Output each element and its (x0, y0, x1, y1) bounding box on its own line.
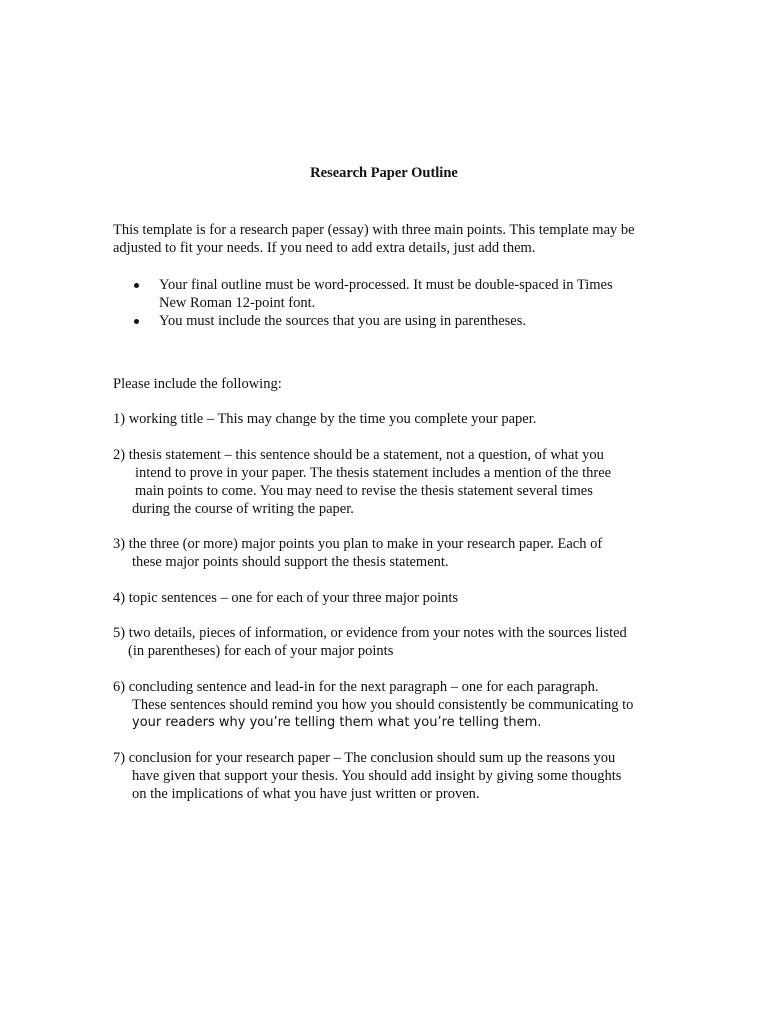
item-line: intend to prove in your paper. The thesis statement includes a mention of the three (135, 465, 612, 481)
item-line: on the implications of what you have just written or proven. (132, 786, 480, 802)
intro-line: This template is for a research paper (essay) with three main points. This template may be (113, 222, 635, 238)
item-line: 5) two details, pieces of information, or evidence from your notes with the sources listed (113, 625, 627, 641)
outline-item-3 (113, 535, 602, 571)
item-line: 1) working title – This may change by the time you complete your paper. (113, 411, 537, 427)
bullet-line: Your final outline must be word-processed. It must be double-spaced in Times (159, 277, 613, 293)
item-line: 7) conclusion for your research paper – The conclusion should sum up the reasons you (113, 750, 616, 766)
bullet-line: You must include the sources that you are using in parentheses. (159, 313, 527, 329)
intro-paragraph (113, 221, 635, 257)
outline-item-4 (113, 589, 458, 607)
outline-item-5 (113, 624, 627, 660)
item-line: 6) concluding sentence and lead-in for the next paragraph – one for each paragraph. (113, 679, 599, 695)
document-title: Research Paper Outline (310, 165, 458, 181)
bullet-line: New Roman 12-point font. (159, 295, 316, 311)
item-line: 2) thesis statement – this sentence should be a statement, not a question, of what you (113, 447, 604, 463)
intro-line: adjusted to fit your needs. If you need to add extra details, just add them. (113, 240, 536, 256)
bullet-item (113, 312, 613, 330)
item-line: 3) the three (or more) major points you plan to make in your research paper. Each of (113, 536, 603, 552)
item-line: during the course of writing the paper. (132, 501, 354, 517)
outline-item-1 (113, 410, 536, 428)
item-line: 4) topic sentences – one for each of your three major points (113, 590, 459, 606)
item-line: main points to come. You may need to revise the thesis statement several times (135, 483, 593, 499)
item-line: These sentences should remind you how you should consistently be communicating to (132, 697, 634, 713)
include-heading: Please include the following: (113, 376, 282, 392)
bullet-dot-icon (134, 283, 139, 288)
outline-item-7 (113, 749, 621, 803)
outline-item-6 (113, 678, 633, 732)
item-line: your readers why you’re telling them what you’re telling them. (132, 715, 542, 730)
bullet-item (113, 276, 613, 312)
item-line: these major points should support the thesis statement. (132, 554, 449, 570)
item-line: have given that support your thesis. You should add insight by giving some thoughts (132, 768, 622, 784)
bullet-dot-icon (134, 319, 139, 324)
requirements-bullet-list (113, 276, 613, 330)
item-line: (in parentheses) for each of your major points (128, 643, 394, 659)
outline-item-2 (113, 446, 611, 518)
